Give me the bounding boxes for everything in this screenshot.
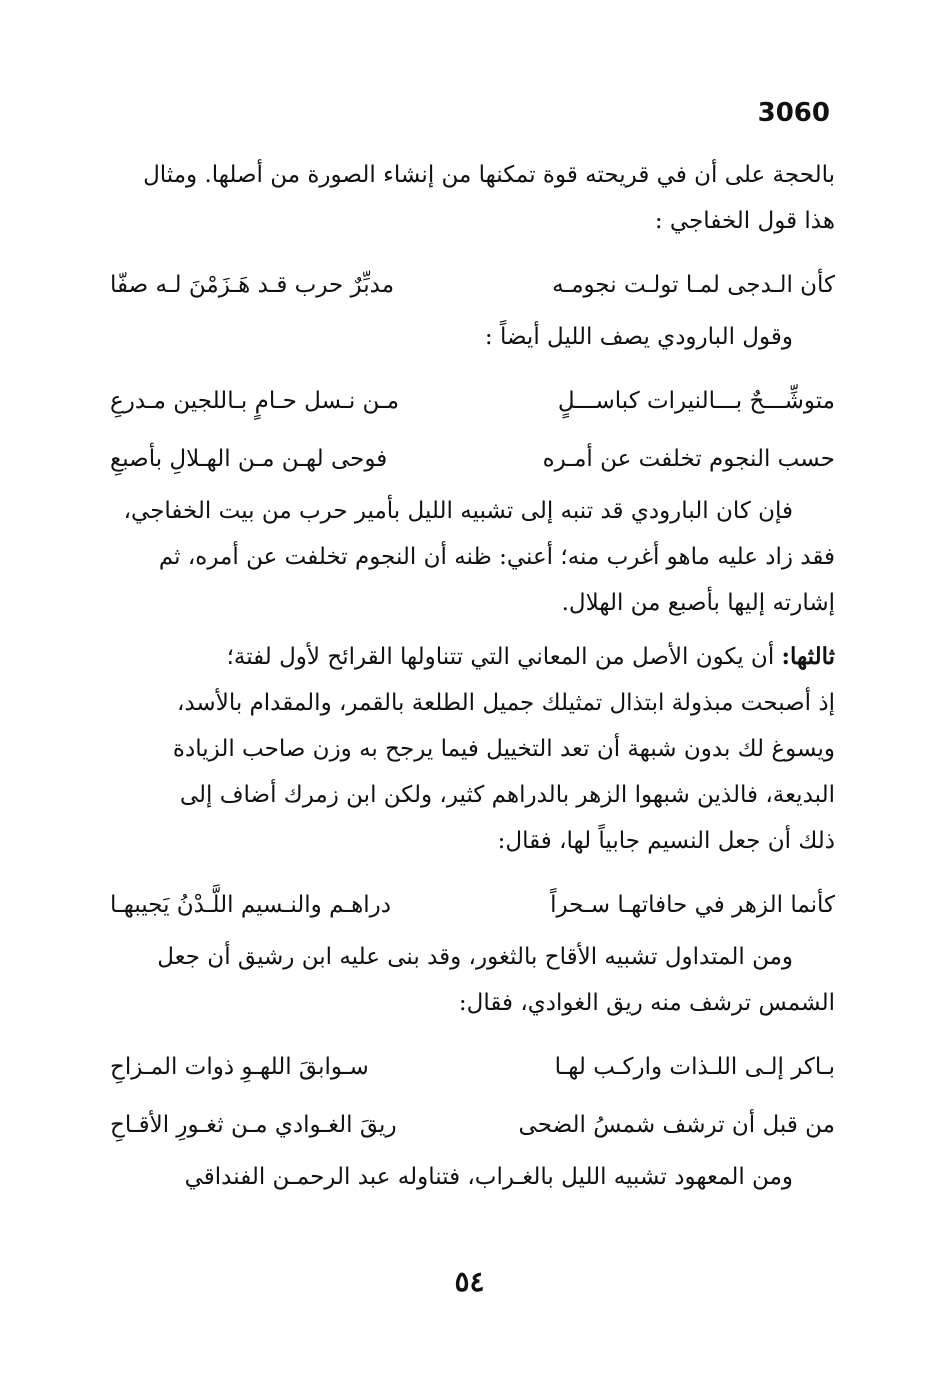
verse-line — [110, 876, 835, 934]
verse-first-hemistich: كأنما الزهر في حافاتهـا سـحراً — [550, 892, 835, 918]
verse-line — [110, 430, 835, 488]
verse-line — [110, 1038, 835, 1096]
paragraph-line: ومن المعهود تشبيه الليل بالغـراب، فتناوله عبد الرحمـن الفنداقي — [184, 1164, 793, 1190]
paragraph-line: وقول البارودي يصف الليل أيضاً : — [484, 324, 793, 350]
page-number-top: 3060 — [757, 98, 830, 128]
verse-second-hemistich: فوحى لهـن مـن الهـلالِ بأصبعِ — [110, 446, 388, 472]
paragraph-line: ومن المتداول تشبيه الأقاح بالثغور، وقد بنى عليه ابن رشيق أن جعل — [157, 944, 793, 970]
verse-second-hemistich: ريقَ الغـوادي مـن ثغـورِ الأقـاحِ — [110, 1112, 397, 1138]
paragraph-line: فإن كان البارودي قد تنبه إلى تشبيه الليل بأمير حرب من بيت الخفاجي، — [123, 498, 793, 524]
paragraph-line: هذا قول الخفاجي : — [654, 208, 835, 234]
verse-second-hemistich: مـن نـسل حـامٍ بـاللجين مـدرعِ — [110, 388, 400, 414]
paragraph-line: إذ أصبحت مبذولة ابتذال تمثيلك جميل الطلعة بالقمر، والمقدام بالأسد، — [176, 690, 835, 716]
verse-first-hemistich: حسب النجوم تخلفت عن أمـره — [542, 446, 835, 472]
verse-second-hemistich: مدبِّرٌ حرب قـد هَـزَمْنَ لـه صفّا — [110, 272, 395, 298]
verse-first-hemistich: متوشِّـــحٌ بـــالنيرات كباســـلٍ — [557, 388, 835, 414]
paragraph-line: ويسوغ لك بدون شبهة أن تعد التخييل فيما يرجح به وزن صاحب الزيادة — [172, 736, 835, 762]
verse-first-hemistich: كأن الـدجى لمـا تولـت نجومـه — [552, 272, 835, 298]
paragraph-line: إشارته إليها بأصبع من الهلال. — [561, 590, 835, 616]
paragraph-line: الشمس ترشف منه ريق الغوادي، فقال: — [458, 990, 835, 1016]
verse-line — [110, 256, 835, 314]
paragraph-text: أن يكون الأصل من المعاني التي تتناولها القرائح لأول لفتة؛ — [226, 644, 782, 670]
verse-second-hemistich: دراهـم والنـسيم اللَّـدْنُ يَجيبهـا — [110, 892, 391, 918]
paragraph-line — [110, 634, 835, 680]
verse-first-hemistich: بـاكر إلـى اللـذات واركـب لهـا — [554, 1054, 835, 1080]
verse-first-hemistich: من قبل أن ترشف شمسُ الضحى — [518, 1112, 835, 1138]
section-lead: ثالثها: — [781, 643, 835, 670]
verse-second-hemistich: سـوابقَ اللهـوِ ذوات المـزاحِ — [110, 1054, 369, 1080]
paragraph-line: فقد زاد عليه ماهو أغرب منه؛ أعني: ظنه أن النجوم تخلفت عن أمره، ثم — [158, 544, 835, 570]
paragraph-line: بالحجة على أن في قريحته قوة تمكنها من إنشاء الصورة من أصلها. ومثال — [143, 162, 835, 188]
page-body — [110, 152, 835, 1200]
paragraph-line: ذلك أن جعل النسيم جابياً لها، فقال: — [497, 828, 835, 854]
verse-line — [110, 1096, 835, 1154]
page-number-bottom: ٥٤ — [454, 1265, 485, 1298]
paragraph-line: البديعة، فالذين شبهوا الزهر بالدراهم كثير، ولكن ابن زمرك أضاف إلى — [179, 782, 835, 808]
verse-line — [110, 372, 835, 430]
